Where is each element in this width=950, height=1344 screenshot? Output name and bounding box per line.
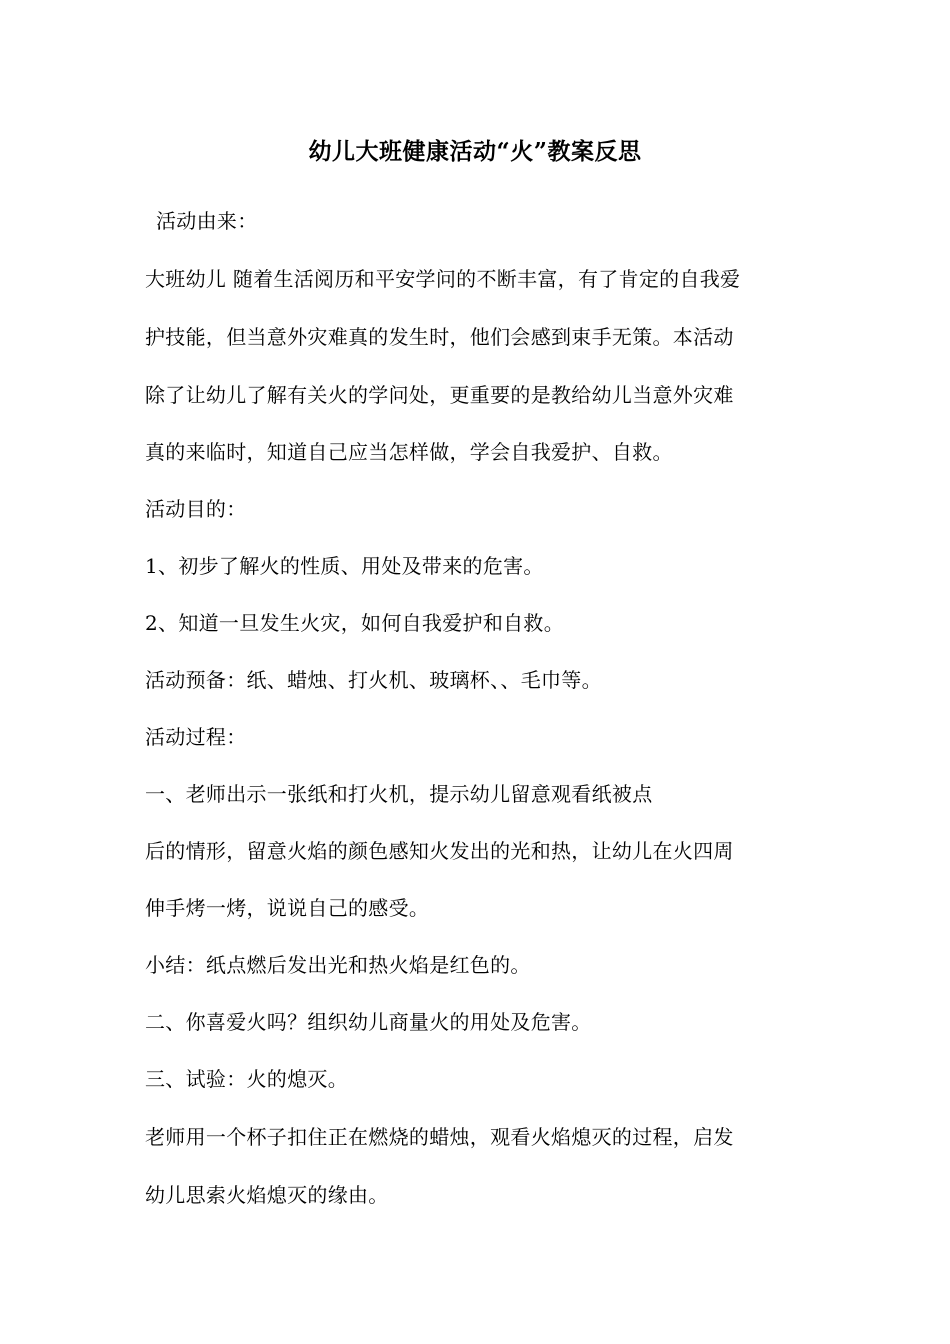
section-heading-materials: 活动预备：纸、蜡烛、打火机、玻璃杯、、毛巾等。 [145, 668, 602, 692]
paragraph-line: 老师用一个杯子扣住正在燃烧的蜡烛，观看火焰熄灭的过程，启发 [145, 1125, 734, 1149]
process-step: 一、老师出示一张纸和打火机，提示幼儿留意观看纸被点 [145, 782, 653, 806]
paragraph-line: 后的情形，留意火焰的颜色感知火发出的光和热，让幼儿在火四周 [145, 839, 734, 863]
process-step: 二、你喜爱火吗？组织幼儿商量火的用处及危害。 [145, 1010, 592, 1034]
section-heading-origin: 活动由来： [156, 209, 258, 233]
paragraph-line: 除了让幼儿了解有关火的学问处，更重要的是教给幼儿当意外灾难 [145, 383, 734, 407]
section-heading-process: 活动过程： [145, 725, 247, 749]
process-step: 三、试验：火的熄灭。 [145, 1067, 348, 1091]
goal-item: 1、初步了解火的性质、用处及带来的危害。 [145, 554, 544, 578]
section-heading-goals: 活动目的： [145, 497, 247, 521]
document-title: 幼儿大班健康活动“火”教案反思 [308, 138, 642, 165]
summary-line: 小结：纸点燃后发出光和热火焰是红色的。 [145, 953, 531, 977]
paragraph-line: 幼儿思索火焰熄灭的缘由。 [145, 1183, 389, 1207]
paragraph-line: 真的来临时，知道自己应当怎样做，学会自我爱护、自救。 [145, 440, 673, 464]
paragraph-line: 大班幼儿 随着生活阅历和平安学问的不断丰富，有了肯定的自我爱 [145, 267, 741, 291]
goal-item: 2、知道一旦发生火灾，如何自我爱护和自救。 [145, 611, 565, 635]
paragraph-line: 伸手烤一烤，说说自己的感受。 [145, 896, 430, 920]
paragraph-line: 护技能，但当意外灾难真的发生时，他们会感到束手无策。本活动 [145, 325, 734, 349]
